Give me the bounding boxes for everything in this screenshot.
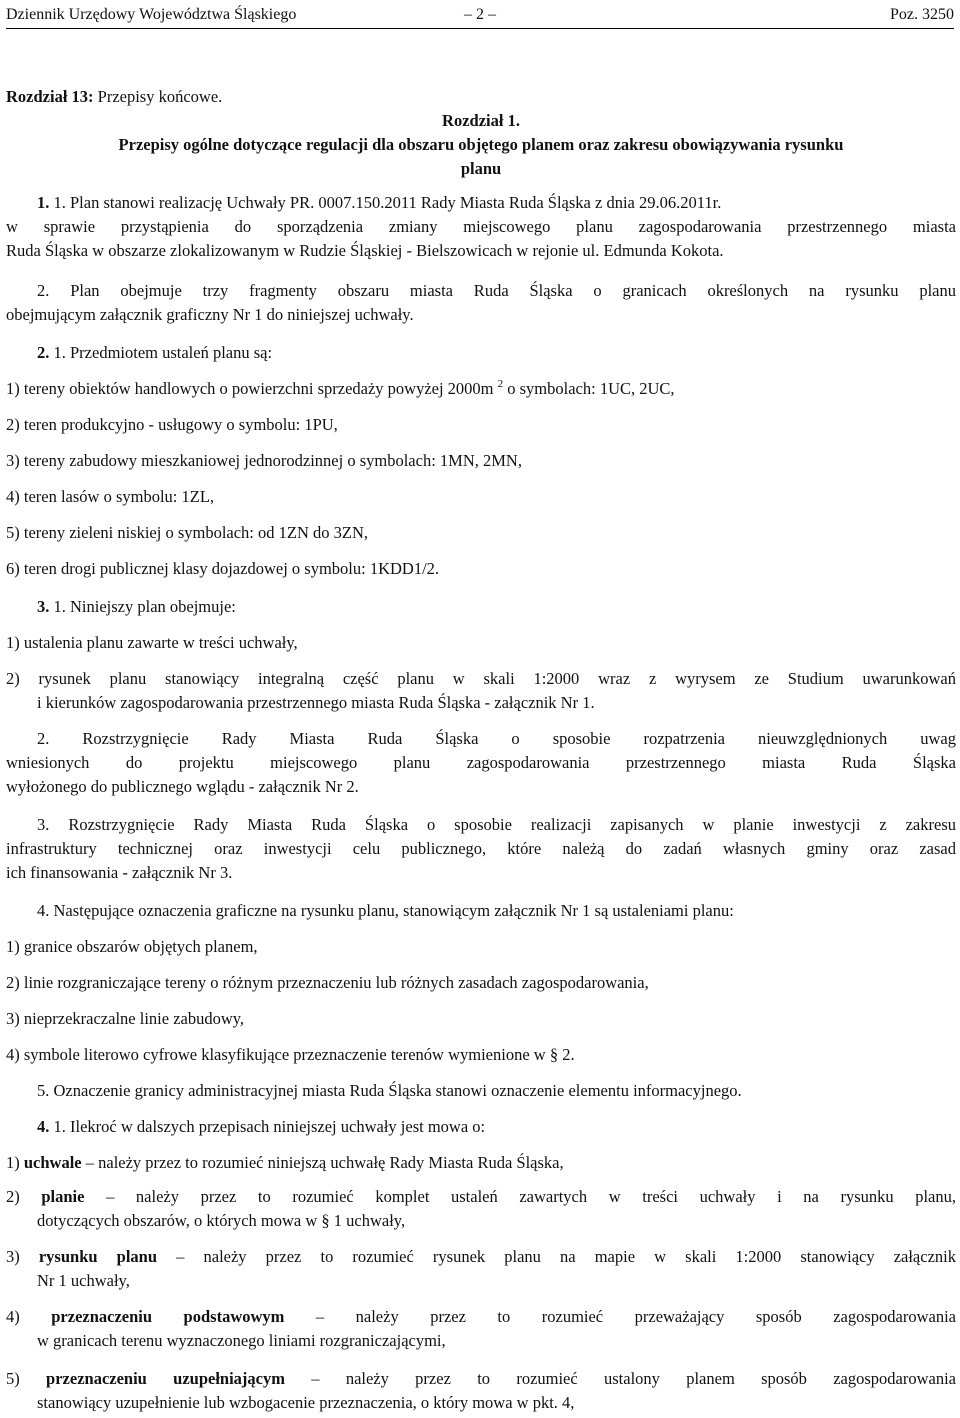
par-4-intro: 4. 1. Ilekroć w dalszych przepisach niniejszej uchwały jest mowa o: — [37, 1117, 486, 1136]
chapter-13-title: Przepisy końcowe. — [97, 87, 223, 106]
def-term: planie — [41, 1187, 85, 1206]
par-1-p2-line2: obejmującym załącznik graficzny Nr 1 do niniejszej uchwały. — [6, 305, 414, 324]
chapter-1-title-line2: planu — [460, 159, 502, 178]
par-3-p3-line1: 3. Rozstrzygnięcie Rady Miasta Ruda Śląska o sposobie realizacji zapisanych w planie inwestycji z zakresu — [37, 815, 956, 834]
def-term: rysunku planu — [38, 1247, 158, 1266]
chapter-13-label: Rozdział 13: — [6, 87, 94, 106]
def-3-line2: Nr 1 uchwały, — [37, 1271, 130, 1290]
chapter-13-heading — [6, 86, 956, 108]
par-1-line3: Ruda Śląska w obszarze zlokalizowanym w Rudzie Śląskiej - Bielszowicach w rejonie ul. Edmunda Kokota. — [6, 241, 724, 260]
page-number: – 2 – — [464, 6, 496, 23]
chapter-1-label: Rozdział 1. — [442, 111, 520, 130]
def-1: 1) uchwale – należy przez to rozumieć niniejszą uchwałę Rady Miasta Ruda Śląska, — [6, 1153, 564, 1172]
par-3-intro: 3. 1. Niniejszy plan obejmuje: — [37, 597, 236, 616]
chapter-1-title-line1: Przepisy ogólne dotyczące regulacji dla obszaru objętego planem oraz zakresu obowiązywania rysunku — [118, 135, 844, 154]
par-3-p4-item-1: 1) granice obszarów objętych planem, — [6, 937, 258, 956]
par-3-p5: 5. Oznaczenie granicy administracyjnej miasta Ruda Śląska stanowi oznaczenie elementu informacyjnego. — [37, 1081, 742, 1100]
par-4-number: 4. — [37, 1117, 50, 1136]
par-3-p3-line3: ich finansowania - załącznik Nr 3. — [6, 863, 233, 882]
def-2-line2: dotyczących obszarów, o których mowa w § 1 uchwały, — [37, 1211, 406, 1230]
par-3-number: 3. — [37, 597, 50, 616]
par-1-p2-line1: 2. Plan obejmuje trzy fragmenty obszaru miasta Ruda Śląska o granicach określonych na rysunku planu — [37, 281, 956, 300]
par-3-p2-line2: wniesionych do projektu miejscowego planu zagospodarowania przestrzennego miasta Ruda Śląska — [6, 753, 956, 772]
page-header — [6, 4, 954, 29]
par-2-item-3: 3) tereny zabudowy mieszkaniowej jednorodzinnej o symbolach: 1MN, 2MN, — [6, 451, 522, 470]
par-3-p4-item-2: 2) linie rozgraniczające tereny o różnym przeznaczeniu lub różnych zasadach zagospodarowania, — [6, 973, 649, 992]
def-4-line2: w granicach terenu wyznaczonego liniami rozgraniczającymi, — [37, 1331, 446, 1350]
def-term: przeznaczeniu podstawowym — [51, 1307, 285, 1326]
par-1-line1: 1. 1. Plan stanowi realizację Uchwały PR. 0007.150.2011 Rady Miasta Ruda Śląska z dnia 29.06.2011r. — [37, 193, 722, 212]
par-3-p2-line3: wyłożonego do publicznego wglądu - załącznik Nr 2. — [6, 777, 359, 796]
def-5-line2: stanowiący uzupełnienie lub wzbogacenie przeznaczenia, o który mowa w pkt. 4, — [37, 1393, 575, 1412]
par-2-number: 2. — [37, 343, 50, 362]
def-4-line1: 4) przeznaczeniu podstawowym – należy przez to rozumieć przeważający sposób zagospodarowania — [6, 1307, 957, 1326]
par-1-line2: w sprawie przystąpienia do sporządzenia zmiany miejscowego planu zagospodarowania przestrzennego miasta — [6, 217, 956, 236]
def-term: uchwale — [23, 1153, 82, 1172]
par-3-item-2-line1: 2) rysunek planu stanowiący integralną część planu w skali 1:2000 wraz z wyrysem ze Studium uwarunkowań — [6, 669, 956, 688]
par-2-intro: 2. 1. Przedmiotem ustaleń planu są: — [37, 343, 273, 362]
par-1-number: 1. — [37, 193, 50, 212]
par-3-p4: 4. Następujące oznaczenia graficzne na rysunku planu, stanowiącym załącznik Nr 1 są ustaleniami planu: — [37, 901, 734, 920]
def-term: przeznaczeniu uzupełniającym — [46, 1369, 285, 1388]
par-3-item-1: 1) ustalenia planu zawarte w treści uchwały, — [6, 633, 298, 652]
par-3-item-2-line2: i kierunków zagospodarowania przestrzennego miasta Ruda Śląska - załącznik Nr 1. — [37, 693, 595, 712]
position-number: Poz. 3250 — [890, 6, 954, 23]
par-2-item-6: 6) teren drogi publicznej klasy dojazdowej o symbolu: 1KDD1/2. — [6, 559, 440, 578]
par-2-item-2: 2) teren produkcyjno - usługowy o symbolu: 1PU, — [6, 415, 338, 434]
journal-title: Dziennik Urzędowy Województwa Śląskiego — [6, 6, 297, 23]
def-5-line1: 5) przeznaczeniu uzupełniającym – należy przez to rozumieć ustalony planem sposób zagospodarowania — [6, 1369, 956, 1388]
par-2-item-4: 4) teren lasów o symbolu: 1ZL, — [6, 487, 215, 506]
par-3-p2-line1: 2. Rozstrzygnięcie Rady Miasta Ruda Śląska o sposobie rozpatrzenia nieuwzględnionych uwag — [37, 729, 956, 748]
def-3-line1: 3) rysunku planu – należy przez to rozumieć rysunek planu na mapie w skali 1:2000 stanowiący załącznik — [6, 1247, 956, 1266]
par-2-item-5: 5) tereny zieleni niskiej o symbolach: od 1ZN do 3ZN, — [6, 523, 369, 542]
par-3-p4-item-4: 4) symbole literowo cyfrowe klasyfikujące przeznaczenie terenów wymienione w § 2. — [6, 1045, 575, 1064]
par-3-p3-line2: infrastruktury technicznej oraz inwestycji celu publicznego, które należą do zadań własnych gminy oraz zasad — [6, 839, 956, 858]
def-2-line1: 2) planie – należy przez to rozumieć komplet ustaleń zawartych w treści uchwały i na rysunku planu, — [6, 1187, 956, 1206]
par-2-item-1: 1) tereny obiektów handlowych o powierzchni sprzedaży powyżej 2000m $^2$ o symbolach: 1UC, 2UC, — [6, 378, 675, 398]
par-3-p4-item-3: 3) nieprzekraczalne linie zabudowy, — [6, 1009, 245, 1028]
